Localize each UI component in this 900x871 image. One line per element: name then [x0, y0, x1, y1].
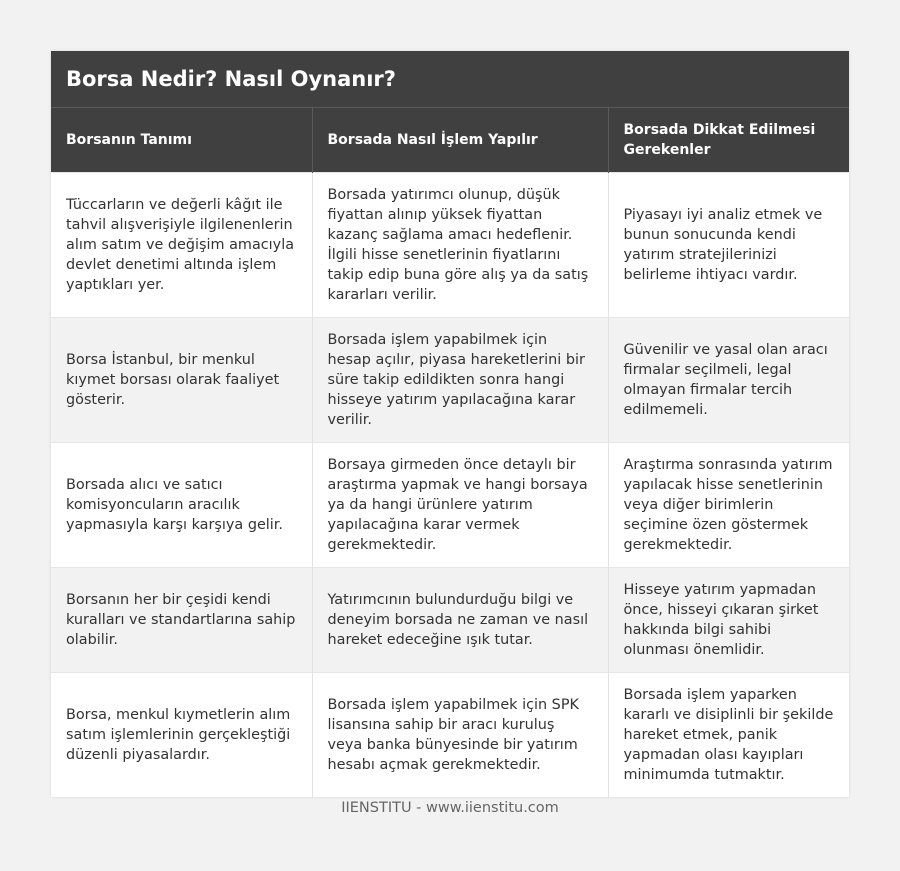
footer-credit: IIENSTITU - www.iienstitu.com — [341, 800, 559, 816]
header-row — [51, 108, 849, 172]
table-cell: Borsada işlem yaparken kararlı ve disiplinli bir şekilde hareket etmek, panik yapmadan olası kayıpları minimumda tutmaktır. — [608, 672, 849, 797]
table-cell: Tüccarların ve değerli kâğıt ile tahvil alışverişiyle ilgilenenlerin alım satım ve değişim amacıyla devlet denetimi altında işlem yaptıkları yer. — [51, 172, 312, 317]
table-cell: Borsa İstanbul, bir menkul kıymet borsası olarak faaliyet gösterir. — [51, 317, 312, 442]
table-cell: Yatırımcının bulundurduğu bilgi ve deneyim borsada ne zaman ve nasıl hareket edeceğine ışık tutar. — [312, 567, 608, 672]
table-cell: Borsada işlem yapabilmek için SPK lisansına sahip bir aracı kuruluş veya banka bünyesinde bir yatırım hesabı açmak gerekmektedir. — [312, 672, 608, 797]
table-cell: Borsada işlem yapabilmek için hesap açılır, piyasa hareketlerini bir süre takip edildikten sonra hangi hisseye yatırım yapılacağına karar verilir. — [312, 317, 608, 442]
table-cell: Borsada alıcı ve satıcı komisyoncuların aracılık yapmasıyla karşı karşıya gelir. — [51, 442, 312, 567]
table-cell: Borsanın her bir çeşidi kendi kuralları ve standartlarına sahip olabilir. — [51, 567, 312, 672]
table-cell: Borsaya girmeden önce detaylı bir araştırma yapmak ve hangi borsaya ya da hangi ürünlere yatırım yapılacağına karar vermek gerekmektedir. — [312, 442, 608, 567]
column-header-things-to-consider: Borsada Dikkat Edilmesi Gerekenler — [608, 108, 849, 172]
column-header-definition: Borsanın Tanımı — [51, 108, 312, 172]
info-table — [51, 108, 849, 797]
table-title: Borsa Nedir? Nasıl Oynanır? — [51, 51, 849, 108]
table-row — [51, 172, 849, 317]
table-row — [51, 672, 849, 797]
table-card — [51, 51, 849, 797]
column-header-how-to-trade: Borsada Nasıl İşlem Yapılır — [312, 108, 608, 172]
table-row — [51, 317, 849, 442]
table-cell: Borsada yatırımcı olunup, düşük fiyattan alınıp yüksek fiyattan kazanç sağlama amacı hedeflenir. İlgili hisse senetlerinin fiyatlarını takip edip buna göre alış ya da satış kararları verilir. — [312, 172, 608, 317]
table-cell: Hisseye yatırım yapmadan önce, hisseyi çıkaran şirket hakkında bilgi sahibi olunması önemlidir. — [608, 567, 849, 672]
table-cell: Araştırma sonrasında yatırım yapılacak hisse senetlerinin veya diğer birimlerin seçimine özen göstermek gerekmektedir. — [608, 442, 849, 567]
table-cell: Güvenilir ve yasal olan aracı firmalar seçilmeli, legal olmayan firmalar tercih edilmemeli. — [608, 317, 849, 442]
table-row — [51, 442, 849, 567]
table-row — [51, 567, 849, 672]
table-cell: Borsa, menkul kıymetlerin alım satım işlemlerinin gerçekleştiği düzenli piyasalardır. — [51, 672, 312, 797]
table-cell: Piyasayı iyi analiz etmek ve bunun sonucunda kendi yatırım stratejilerinizi belirleme ihtiyacı vardır. — [608, 172, 849, 317]
